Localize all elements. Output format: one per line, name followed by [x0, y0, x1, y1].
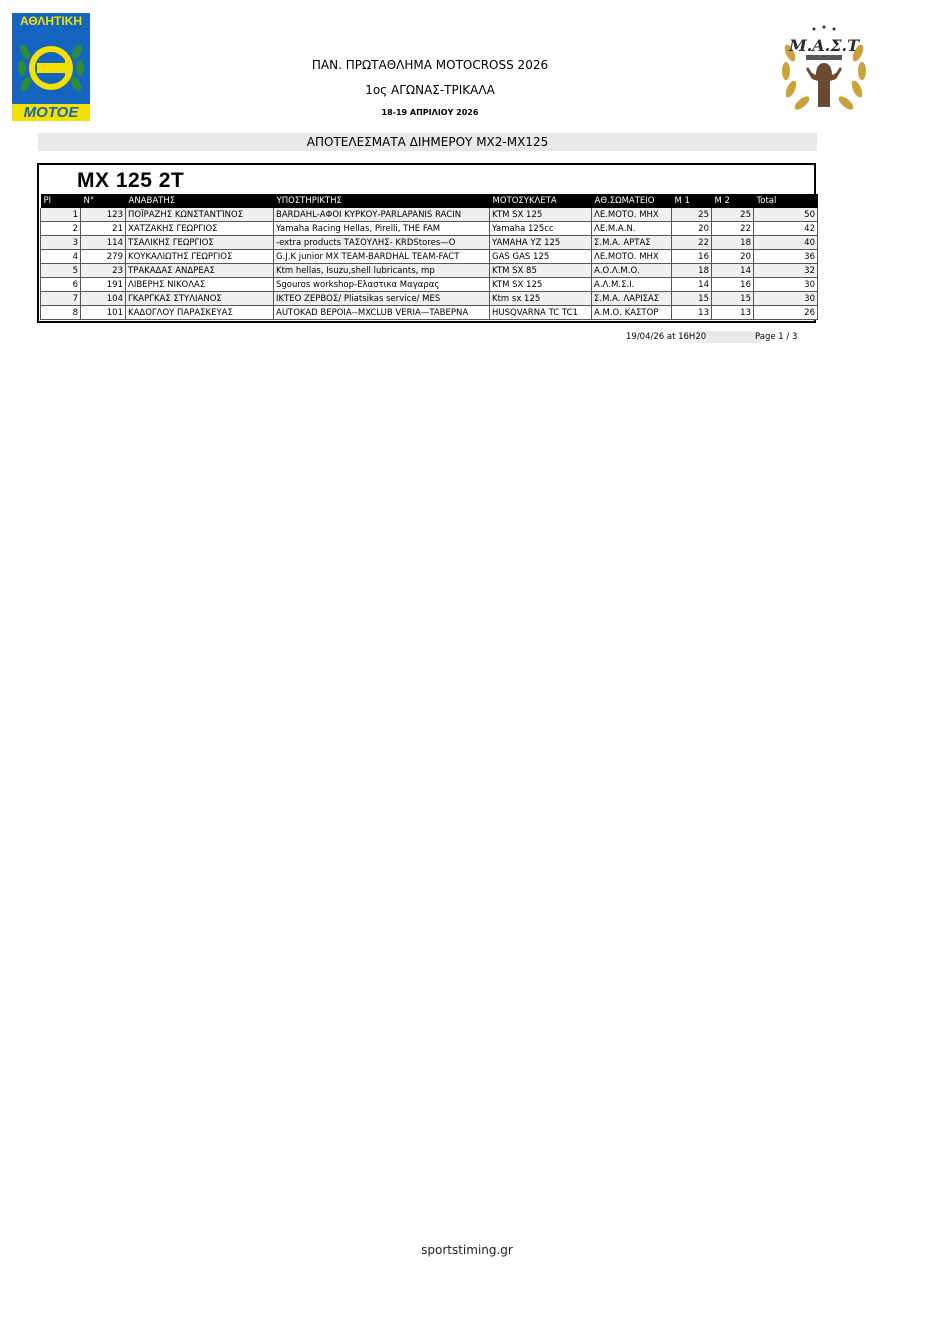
- class-title: MX 125 2T: [77, 169, 185, 192]
- cell-m1: 16: [672, 250, 712, 264]
- cell-club: Σ.Μ.Α. ΑΡΤΑΣ: [592, 236, 672, 250]
- cell-sponsor: ΙΚΤΕΟ ΖΕΡΒΟΣ/ Pliatsikas service/ MES: [274, 292, 490, 306]
- cell-no: 123: [81, 208, 126, 222]
- cell-m2: 20: [712, 250, 754, 264]
- timestamp: 19/04/26 at 16H20: [600, 331, 760, 343]
- cell-sponsor: Sgouros workshop-Ελαστικα Μαγαρας: [274, 278, 490, 292]
- cell-rider: ΓΚΑΡΓΚΑΣ ΣΤΥΛΙΑΝΟΣ: [126, 292, 274, 306]
- cell-bike: KTM SX 125: [490, 208, 592, 222]
- results-subtitle: ΑΠΟΤΕΛΕΣΜΑΤΑ ΔΙΗΜΕΡΟΥ MX2-MX125: [38, 133, 817, 151]
- cell-pl: 1: [41, 208, 81, 222]
- cell-pl: 4: [41, 250, 81, 264]
- cell-total: 32: [754, 264, 818, 278]
- cell-total: 40: [754, 236, 818, 250]
- table-row: [41, 236, 818, 250]
- cell-club: ΛΕ.ΜΟΤΟ. ΜΗΧ: [592, 250, 672, 264]
- logo-right-text: Μ.Α.Σ.Τ: [788, 36, 860, 55]
- cell-bike: KTM SX 125: [490, 278, 592, 292]
- cell-no: 101: [81, 306, 126, 320]
- table-header-row: [41, 194, 818, 208]
- cell-total: 42: [754, 222, 818, 236]
- page-number: Page 1 / 3: [755, 332, 798, 342]
- cell-m1: 22: [672, 236, 712, 250]
- cell-no: 21: [81, 222, 126, 236]
- cell-no: 104: [81, 292, 126, 306]
- race-name: 1ος ΑΓΩΝΑΣ-ΤΡΙΚΑΛΑ: [365, 83, 495, 97]
- cell-rider: ΤΡΑΚΑΔΑΣ ΑΝΔΡΕΑΣ: [126, 264, 274, 278]
- cell-total: 26: [754, 306, 818, 320]
- results-table: [40, 194, 818, 320]
- cell-club: Α.Ο.Λ.Μ.Ο.: [592, 264, 672, 278]
- cell-pl: 3: [41, 236, 81, 250]
- cell-total: 36: [754, 250, 818, 264]
- cell-no: 191: [81, 278, 126, 292]
- cell-sponsor: BARDAHL-ΑΦΟΙ ΚΥΡΚΟΥ-PARLAPANIS RACIN: [274, 208, 490, 222]
- wreath-emblem-icon: [15, 30, 87, 104]
- col-header-sponsor: ΥΠΟΣΤΗΡΙΚΤΗΣ: [274, 194, 490, 208]
- cell-club: Α.Μ.Ο. ΚΑΣΤΟΡ: [592, 306, 672, 320]
- cell-m2: 22: [712, 222, 754, 236]
- col-header-m1: M 1: [672, 194, 712, 208]
- cell-pl: 7: [41, 292, 81, 306]
- mast-laurel-logo: [776, 23, 872, 115]
- cell-no: 114: [81, 236, 126, 250]
- cell-sponsor: -extra products ΤΑΣΟΥΛΗΣ- KRDStores—O: [274, 236, 490, 250]
- logo-left-top-text: ΑΘΛΗΤΙΚΗ: [19, 14, 83, 28]
- cell-sponsor: AUTOKAD ΒΕΡΟΙΑ--MXCLUB VERIA—TABEPNA: [274, 306, 490, 320]
- championship-title: ΠΑΝ. ΠΡΩΤΑΘΛΗΜΑ MOTOCROSS 2026: [311, 58, 549, 72]
- cell-sponsor: Yamaha Racing Hellas, Pirelli, THE FAM: [274, 222, 490, 236]
- cell-pl: 5: [41, 264, 81, 278]
- cell-pl: 8: [41, 306, 81, 320]
- cell-bike: KTM SX 85: [490, 264, 592, 278]
- cell-no: 279: [81, 250, 126, 264]
- col-header-no: N°: [81, 194, 126, 208]
- cell-m2: 25: [712, 208, 754, 222]
- cell-m2: 18: [712, 236, 754, 250]
- table-row: [41, 222, 818, 236]
- table-row: [41, 250, 818, 264]
- cell-pl: 2: [41, 222, 81, 236]
- cell-m1: 13: [672, 306, 712, 320]
- cell-total: 30: [754, 292, 818, 306]
- cell-club: ΛΕ.Μ.Α.Ν.: [592, 222, 672, 236]
- logo-left-bottom-text: ΜΟΤΟΕ: [12, 104, 90, 121]
- col-header-m2: M 2: [712, 194, 754, 208]
- cell-total: 30: [754, 278, 818, 292]
- athletiki-motoe-logo: [12, 13, 90, 121]
- cell-m1: 14: [672, 278, 712, 292]
- cell-m2: 15: [712, 292, 754, 306]
- cell-bike: YAMAHA YZ 125: [490, 236, 592, 250]
- footer-site: sportstiming.gr: [421, 1243, 513, 1257]
- cell-rider: ΚΟΥΚΑΛΙΩΤΗΣ ΓΕΩΡΓΙΟΣ: [126, 250, 274, 264]
- cell-no: 23: [81, 264, 126, 278]
- cell-m1: 15: [672, 292, 712, 306]
- race-dates: 18-19 ΑΠΡΙΛΙΟΥ 2026: [381, 108, 479, 117]
- cell-total: 50: [754, 208, 818, 222]
- cell-m1: 25: [672, 208, 712, 222]
- cell-m2: 14: [712, 264, 754, 278]
- cell-rider: ΠΟΪΡΑΖΗΣ ΚΩΝΣΤΑΝΤΊΝΟΣ: [126, 208, 274, 222]
- col-header-pl: Pl: [41, 194, 81, 208]
- results-box: [37, 163, 816, 323]
- col-header-rider: ΑΝΑΒΑΤΗΣ: [126, 194, 274, 208]
- cell-rider: ΛΙΒΕΡΗΣ ΝΙΚΟΛΑΣ: [126, 278, 274, 292]
- cell-pl: 6: [41, 278, 81, 292]
- cell-sponsor: G.J.K junior MX TEAM-BARDHAL TEAM-FACT: [274, 250, 490, 264]
- col-header-total: Total: [754, 194, 818, 208]
- cell-m2: 16: [712, 278, 754, 292]
- cell-m1: 20: [672, 222, 712, 236]
- cell-rider: ΤΣΑΛΙΚΗΣ ΓΕΩΡΓΙΟΣ: [126, 236, 274, 250]
- results-body: [41, 208, 818, 320]
- table-row: [41, 208, 818, 222]
- table-row: [41, 292, 818, 306]
- cell-club: Α.Λ.Μ.Σ.Ι.: [592, 278, 672, 292]
- table-row: [41, 278, 818, 292]
- cell-rider: ΚΑΔΟΓΛΟΥ ΠΑΡΑΣΚΕΥΑΣ: [126, 306, 274, 320]
- cell-bike: Yamaha 125cc: [490, 222, 592, 236]
- table-row: [41, 264, 818, 278]
- cell-m1: 18: [672, 264, 712, 278]
- cell-bike: GAS GAS 125: [490, 250, 592, 264]
- cell-club: Σ.Μ.Α. ΛΑΡΙΣΑΣ: [592, 292, 672, 306]
- table-row: [41, 306, 818, 320]
- cell-club: ΛΕ.ΜΟΤΟ. ΜΗΧ: [592, 208, 672, 222]
- cell-m2: 13: [712, 306, 754, 320]
- cell-bike: HUSQVARNA TC TC1: [490, 306, 592, 320]
- col-header-bike: ΜΟΤΟΣΥΚΛΕΤΑ: [490, 194, 592, 208]
- col-header-club: ΑΘ.ΣΩΜΑΤΕΙΟ: [592, 194, 672, 208]
- cell-sponsor: Ktm hellas, Isuzu,shell lubricants, mp: [274, 264, 490, 278]
- cell-bike: Ktm sx 125: [490, 292, 592, 306]
- cell-rider: ΧΑΤΖΑΚΗΣ ΓΕΩΡΓΙΟΣ: [126, 222, 274, 236]
